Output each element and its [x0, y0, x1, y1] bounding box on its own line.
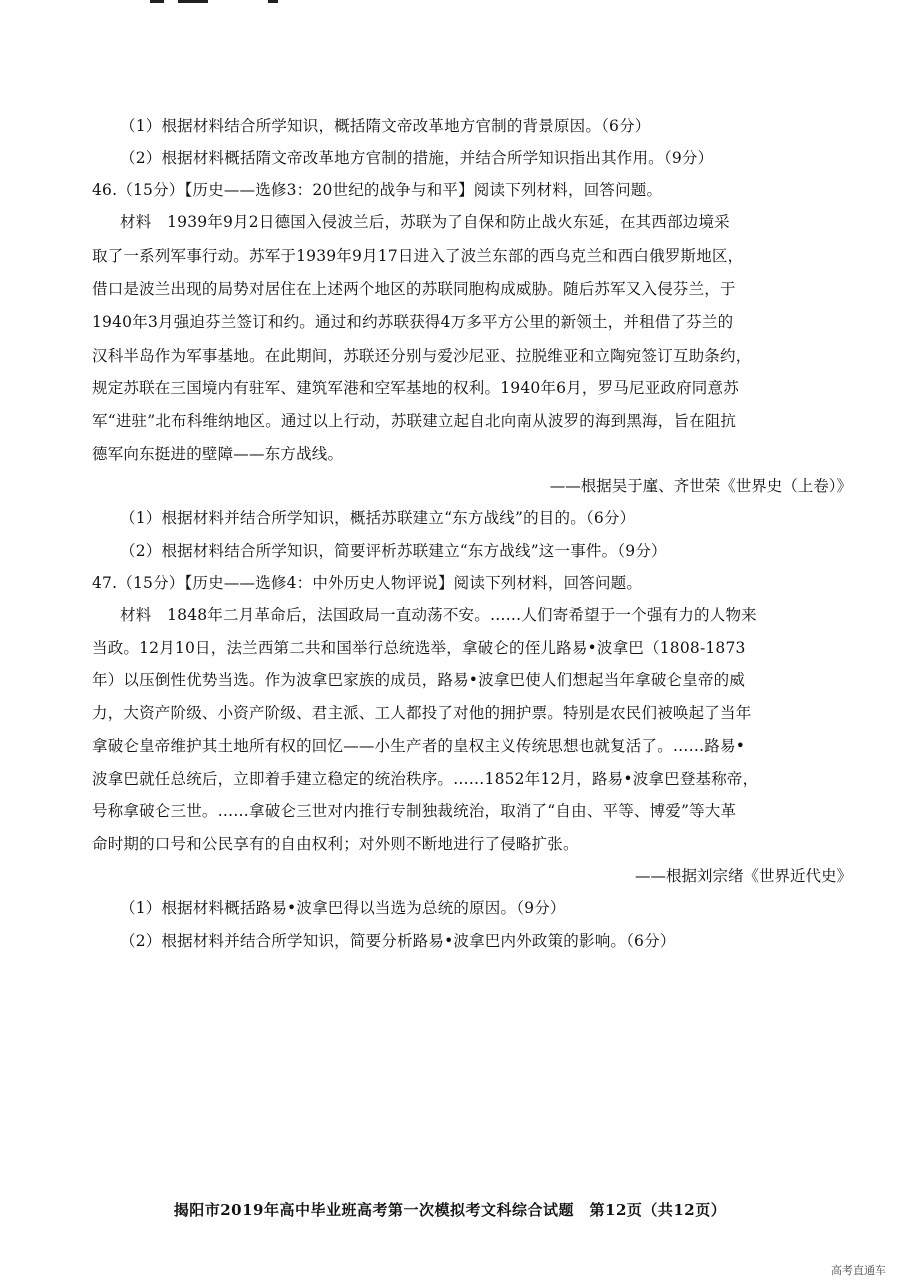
q46-material-line: 借口是波兰出现的局势对居住在上述两个地区的苏联同胞构成威胁。随后苏军又入侵芬兰，于 [92, 280, 736, 298]
corner-watermark: 高考直通车 [831, 1264, 886, 1277]
q46-heading: 46.（15分）【历史——选修3：20世纪的战争与和平】阅读下列材料，回答问题。 [92, 181, 663, 199]
q46-material-line: 军“进驻”北布科维纳地区。通过以上行动，苏联建立起自北向南从波罗的海到黑海，旨在阻抗 [92, 412, 737, 430]
q47-material-line: 命时期的口号和公民享有的自由权利；对外则不断地进行了侵略扩张。 [92, 835, 579, 853]
q47-source: ——根据刘宗绪《世界近代史》 [634, 867, 852, 885]
q46-material-line: 取了一系列军事行动。苏军于1939年9月17日进入了波兰东部的西乌克兰和西白俄罗斯地区， [92, 247, 744, 265]
q46-material-line: 德军向东挺进的壁障——东方战线。 [92, 445, 344, 463]
q47-sub1: （1）根据材料概括路易•波拿巴得以当选为总统的原因。（9分） [120, 899, 566, 917]
q47-material-line: 号称拿破仑三世。……拿破仑三世对内推行专制独裁统治，取消了“自由、平等、博爱”等大革 [92, 802, 737, 820]
q46-material-line: 汉科半岛作为军事基地。在此期间，苏联还分别与爱沙尼亚、拉脱维亚和立陶宛签订互助条约， [92, 347, 752, 365]
q47-sub2: （2）根据材料并结合所学知识，简要分析路易•波拿巴内外政策的影响。（6分） [120, 932, 676, 950]
q46-sub2: （2）根据材料结合所学知识，简要评析苏联建立“东方战线”这一事件。（9分） [120, 542, 667, 560]
q46-material-line: 材料 1939年9月2日德国入侵波兰后，苏联为了自保和防止战火东延，在其西部边境采 [120, 213, 730, 231]
q46-source: ——根据吴于廑、齐世荣《世界史（上卷）》 [549, 477, 852, 495]
q47-heading: 47.（15分）【历史——选修4：中外历史人物评说】阅读下列材料，回答问题。 [92, 574, 643, 592]
q47-material-line: 材料 1848年二月革命后，法国政局一直动荡不安。……人们寄希望于一个强有力的人物来 [120, 606, 757, 624]
q47-material-line: 年）以压倒性优势当选。作为波拿巴家族的成员，路易•波拿巴使人们想起当年拿破仑皇帝的威 [92, 671, 746, 689]
scan-artifact [150, 0, 290, 4]
q47-material-line: 当政。12月10日，法兰西第二共和国举行总统选举，拿破仑的侄儿路易•波拿巴（1808-1873 [92, 639, 746, 657]
q46-sub1: （1）根据材料并结合所学知识，概括苏联建立“东方战线”的目的。（6分） [120, 509, 636, 527]
q47-material-line: 波拿巴就任总统后，立即着手建立稳定的统治秩序。……1852年12月，路易•波拿巴登基称帝， [92, 770, 759, 788]
q47-material-line: 力，大资产阶级、小资产阶级、君主派、工人都投了对他的拥护票。特别是农民们被唤起了当年 [92, 704, 752, 722]
q46-material-line: 1940年3月强迫芬兰签订和约。通过和约苏联获得4万多平方公里的新领土，并租借了芬兰的 [92, 313, 734, 331]
q45-sub2: （2）根据材料概括隋文帝改革地方官制的措施，并结合所学知识指出其作用。（9分） [120, 149, 714, 167]
q46-material-line: 规定苏联在三国境内有驻军、建筑军港和空军基地的权利。1940年6月，罗马尼亚政府同意苏 [92, 379, 739, 397]
page-footer: 揭阳市2019年高中毕业班高考第一次模拟考文科综合试题 第12页（共12页） [173, 1201, 727, 1219]
q45-sub1: （1）根据材料结合所学知识，概括隋文帝改革地方官制的背景原因。（6分） [120, 117, 651, 135]
q47-material-line: 拿破仑皇帝维护其土地所有权的回忆——小生产者的皇权主义传统思想也就复活了。……路易• [92, 737, 746, 755]
